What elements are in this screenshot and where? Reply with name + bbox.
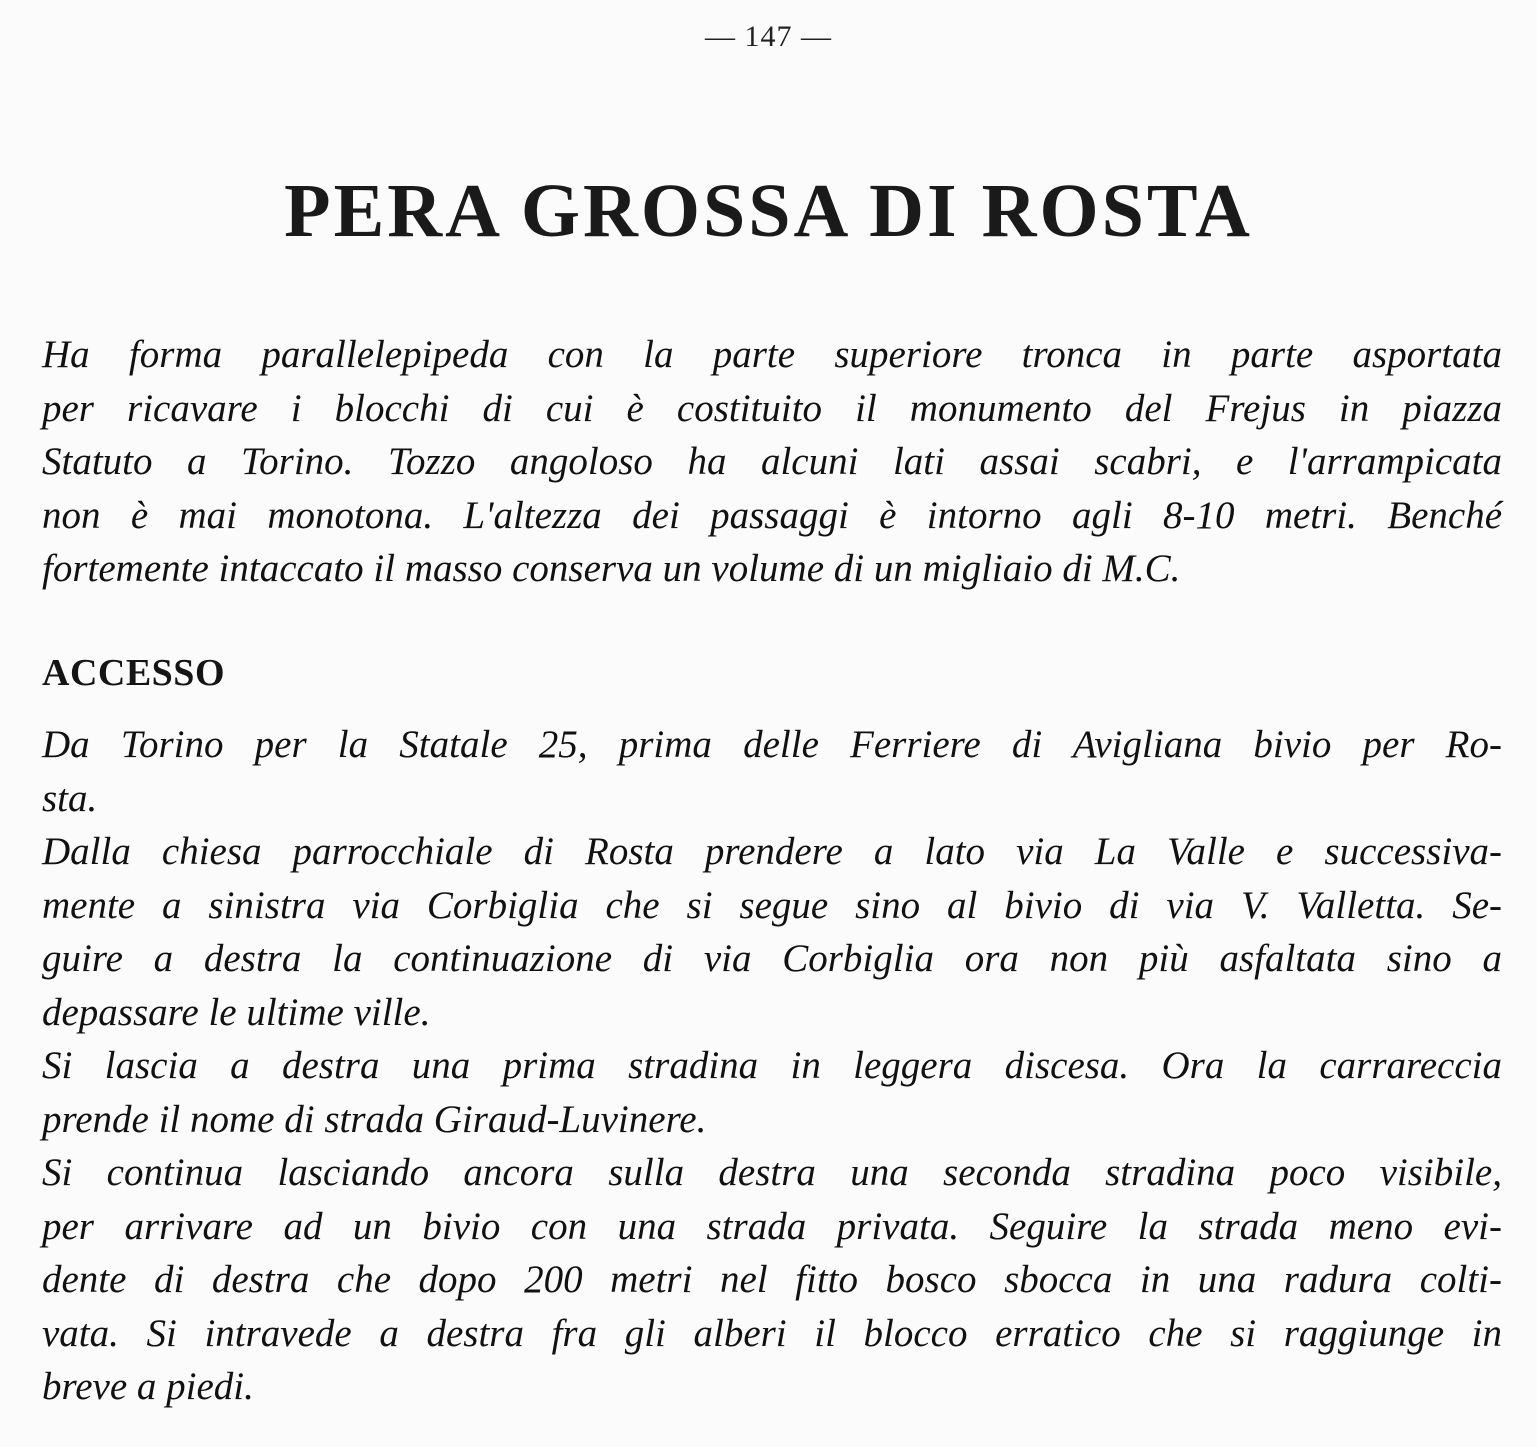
text-line: Dalla chiesa parrocchiale di Rosta prendere a lato via La Valle e successiva- (42, 830, 1502, 873)
text-line: mente a sinistra via Corbiglia che si segue sino al bivio di via V. Valletta. Se- (42, 883, 1502, 927)
text-line: dente di destra che dopo 200 metri nel fitto bosco sbocca in una radura colti- (42, 1258, 1502, 1301)
text-line: Statuto a Torino. Tozzo angoloso ha alcuni lati assai scabri, e l'arrampicata (42, 440, 1502, 483)
text-line: depassare le ultime ville. (42, 990, 431, 1034)
text-line: per arrivare ad un bivio con una strada privata. Seguire la strada meno evi- (42, 1204, 1502, 1248)
intro-paragraph (42, 328, 1502, 596)
page-title: PERA GROSSA DI ROSTA (284, 169, 1253, 253)
text-line: Si lascia a destra una prima stradina in leggera discesa. Ora la carrareccia (42, 1044, 1502, 1087)
access-directions (42, 718, 1502, 1414)
text-line: sta. (42, 776, 98, 820)
text-line: guire a destra la continuazione di via Corbiglia ora non più asfaltata sino a (42, 937, 1502, 980)
text-line: Ha forma parallelepipeda con la parte superiore tronca in parte asportata (42, 333, 1502, 376)
text-line: non è mai monotona. L'altezza dei passaggi è intorno agli 8-10 metri. Benché (42, 493, 1502, 537)
page-number: — 147 — (705, 20, 832, 53)
text-line: fortemente intaccato il masso conserva un volume di un migliaio di M.C. (42, 547, 1181, 590)
text-line: prende il nome di strada Giraud-Luvinere. (42, 1097, 707, 1141)
section-heading-access: ACCESSO (42, 652, 225, 694)
text-line: breve a piedi. (42, 1365, 254, 1408)
text-line: per ricavare i blocchi di cui è costituito il monumento del Frejus in piazza (42, 386, 1502, 430)
text-line: Da Torino per la Statale 25, prima delle Ferriere di Avigliana bivio per Ro- (42, 723, 1502, 766)
text-line: Si continua lasciando ancora sulla destra una seconda stradina poco visibile, (42, 1151, 1502, 1194)
text-line: vata. Si intravede a destra fra gli alberi il blocco erratico che si raggiunge in (42, 1311, 1502, 1355)
